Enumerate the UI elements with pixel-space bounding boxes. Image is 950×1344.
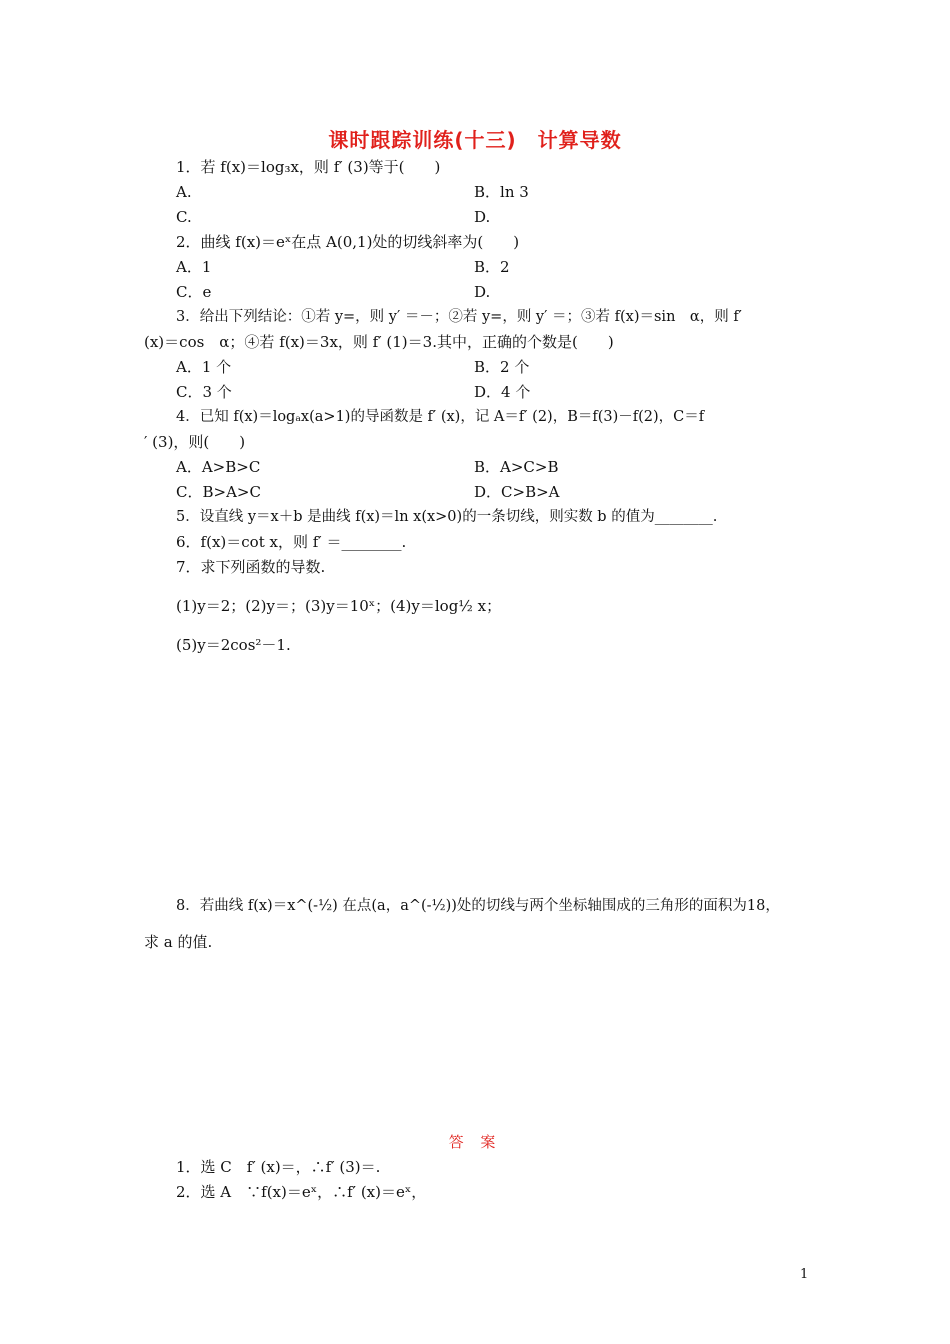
answer-2: 2．选 A ∵f(x)＝eˣ，∴f′ (x)＝eˣ， [176,1183,427,1201]
question-1-option-d: D. [474,208,491,226]
question-4-option-b: B．A>C>B [474,458,559,476]
question-4-option-c: C．B>A>C [176,483,261,501]
question-7-line-2: (5)y＝2cos²－1. [176,636,291,654]
question-1-option-b: B．ln 3 [474,183,529,201]
question-4-option-a: A．A>B>C [176,458,261,476]
question-2-option-a: A．1 [176,258,212,276]
question-3-line-2: (x)＝cos α；④若 f(x)＝3x，则 f′ (1)＝3.其中，正确的个数是( ) [144,333,614,351]
question-2-option-d: D. [474,283,491,301]
question-2-option-b: B．2 [474,258,510,276]
question-1-option-c: C. [176,208,192,226]
question-3-option-a: A．1 个 [176,358,232,376]
question-1-stem: 1．若 f(x)＝log₃x，则 f′ (3)等于( ) [176,158,441,176]
question-6: 6．f(x)＝cot x，则 f′ ＝________. [176,533,407,551]
page-number: 1 [800,1267,809,1282]
question-2-stem: 2．曲线 f(x)＝eˣ在点 A(0,1)处的切线斜率为( ) [176,233,520,251]
question-4-line-1: 4．已知 f(x)＝logₐx(a>1)的导函数是 f′ (x)，记 A＝f′ (2)，B＝f(3)－f(2)，C＝f [176,409,705,425]
answer-1: 1．选 C f′ (x)＝，∴f′ (3)＝. [176,1158,381,1176]
question-5: 5．设直线 y＝x＋b 是曲线 f(x)＝ln x(x>0)的一条切线，则实数 b 的值为________. [176,509,718,525]
question-3-line-1: 3．给出下列结论：①若 y=，则 y′ ＝－；②若 y=，则 y′ ＝；③若 f(x)＝sin α，则 f′ [176,309,742,325]
answers-title: 答 案 [448,1133,502,1151]
question-3-option-d: D．4 个 [474,383,531,401]
question-8-line-2: 求 a 的值. [144,933,213,951]
question-3-option-b: B．2 个 [474,358,530,376]
question-4-option-d: D．C>B>A [474,483,560,501]
page-title: 课时跟踪训练(十三) 计算导数 [328,128,622,152]
question-2-option-c: C．e [176,283,212,301]
question-3-option-c: C．3 个 [176,383,232,401]
question-7-stem: 7．求下列函数的导数. [176,558,326,576]
question-1-option-a: A. [176,183,192,201]
question-7-line-1: (1)y＝2；(2)y＝；(3)y＝10ˣ；(4)y＝log½ x； [176,597,502,615]
question-4-line-2: ′ (3)，则( ) [144,433,246,451]
question-8-line-1: 8．若曲线 f(x)＝x^(-½) 在点(a，a^(-½))处的切线与两个坐标轴围成的三角形的面积为18， [176,898,780,914]
